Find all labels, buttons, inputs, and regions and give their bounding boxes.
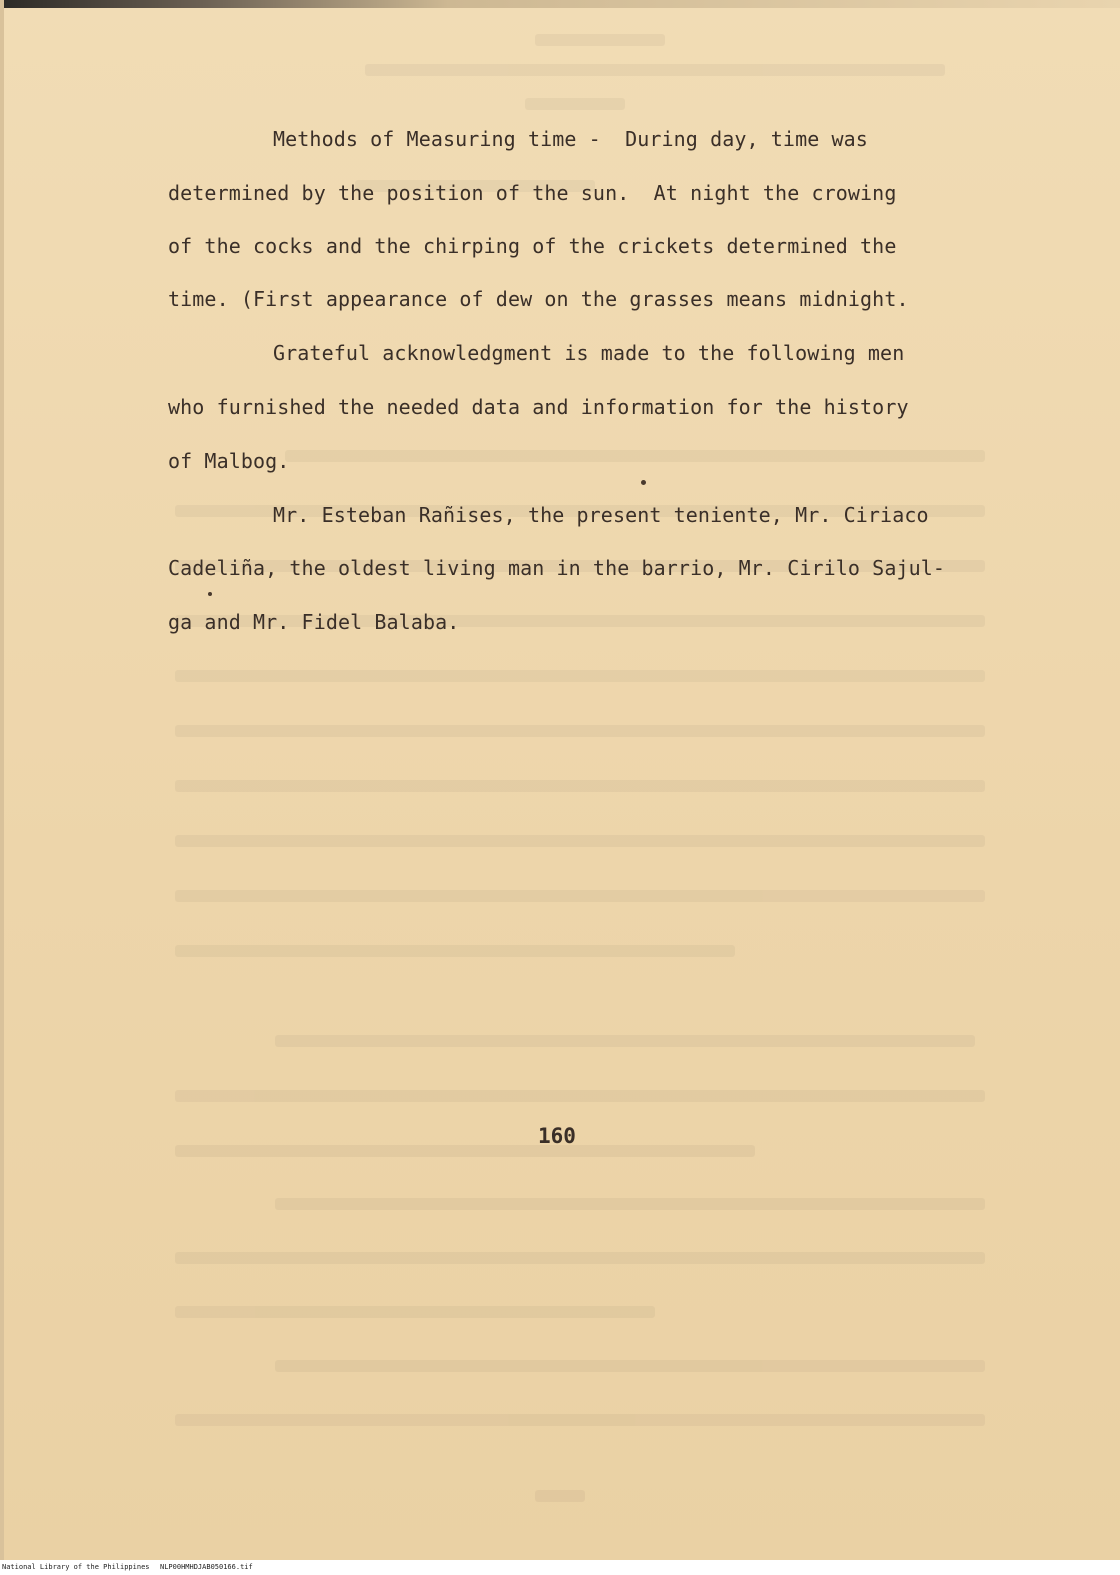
text-line: Cadeliña, the oldest living man in the barrio, Mr. Cirilo Sajul- bbox=[168, 556, 946, 580]
ink-speck bbox=[641, 480, 646, 485]
text-line: Grateful acknowledgment is made to the following men bbox=[273, 341, 905, 365]
text-line: Methods of Measuring time - During day, time was bbox=[273, 127, 868, 151]
text-line: time. (First appearance of dew on the grasses means midnight. bbox=[168, 287, 909, 311]
text-line: who furnished the needed data and information for the history bbox=[168, 395, 909, 419]
scan-left-edge bbox=[0, 0, 4, 1575]
ink-speck bbox=[208, 592, 212, 596]
text-line: of Malbog. bbox=[168, 449, 290, 473]
page-number: 160 bbox=[538, 1124, 576, 1148]
scan-top-edge bbox=[0, 0, 1120, 8]
text-line: Mr. Esteban Rañises, the present teniente, Mr. Ciriaco bbox=[273, 503, 929, 527]
text-line: ga and Mr. Fidel Balaba. bbox=[168, 610, 460, 634]
footer-filename: NLP00HMHDJAB050166.tif bbox=[160, 1563, 253, 1571]
text-line: determined by the position of the sun. At night the crowing bbox=[168, 181, 897, 205]
text-line: of the cocks and the chirping of the crickets determined the bbox=[168, 234, 897, 258]
scan-footer bbox=[0, 1560, 1120, 1575]
footer-source: National Library of the Philippines bbox=[2, 1563, 150, 1571]
